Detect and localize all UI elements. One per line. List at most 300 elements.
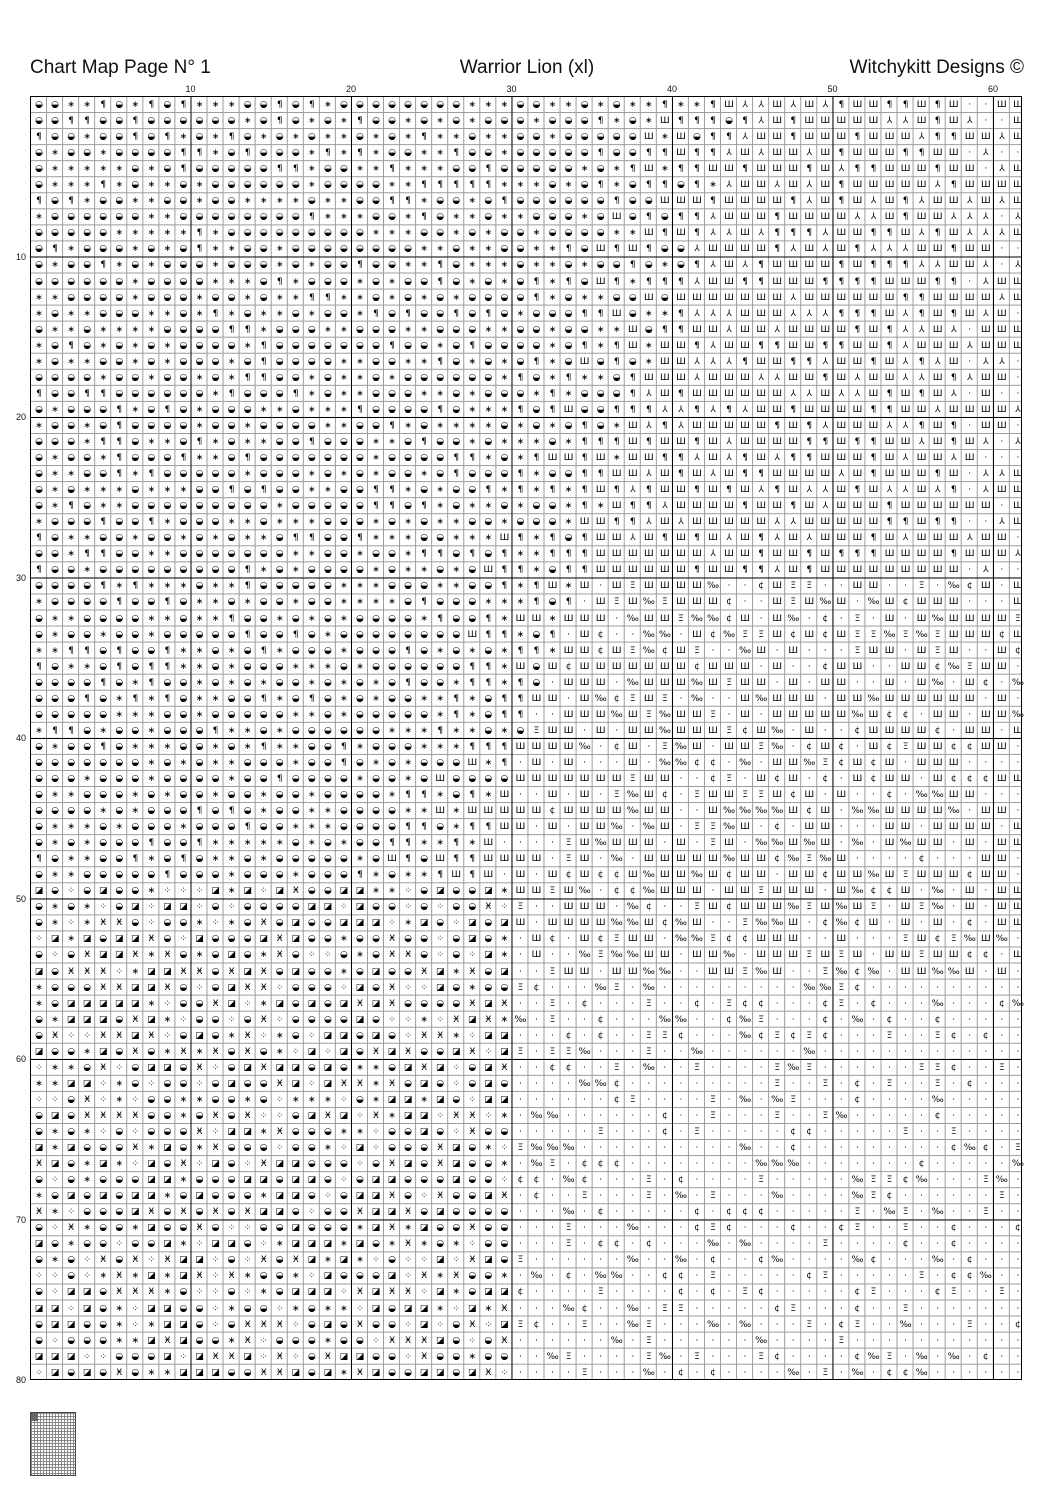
stitch-cell: Ш	[772, 597, 782, 608]
stitch-cell: ·	[1016, 1014, 1020, 1025]
stitch-cell: ◪	[419, 1110, 429, 1121]
stitch-cell: ◪	[484, 1287, 493, 1298]
stitch-cell: Ш	[772, 757, 782, 768]
stitch-cell: ‰	[915, 629, 928, 640]
stitch-cell: ·	[615, 1255, 619, 1266]
stitch-cell: ‰	[787, 613, 800, 624]
stitch-cell: ·	[839, 1014, 843, 1025]
stitch-cell: Ш	[740, 420, 750, 431]
stitch-cell: Ш	[916, 806, 927, 817]
stitch-cell: ⅄	[1015, 212, 1021, 223]
stitch-cell: ∗	[484, 453, 493, 464]
stitch-cell: ∗	[308, 1094, 316, 1105]
stitch-cell: ◒	[179, 308, 188, 319]
stitch-cell: Ш	[900, 966, 911, 977]
stitch-cell: ◒	[179, 180, 188, 191]
stitch-cell: ·	[518, 1078, 522, 1089]
stitch-cell: ¢	[565, 1062, 572, 1073]
stitch-cell: Ш	[884, 469, 895, 480]
stitch-cell: ◪	[227, 998, 236, 1009]
stitch-cell: ◒	[356, 501, 364, 512]
stitch-cell: ⁘	[99, 1078, 107, 1089]
stitch-cell: ⁘	[292, 1319, 300, 1330]
stitch-cell: ◒	[163, 773, 172, 784]
stitch-cell: ◒	[227, 709, 236, 720]
stitch-cell: ·	[759, 661, 763, 672]
stitch-cell: ¢	[838, 1223, 845, 1234]
stitch-cell: ∗	[195, 597, 204, 608]
stitch-cell: Ξ	[710, 709, 716, 720]
stitch-cell: Ξ	[662, 597, 668, 608]
stitch-cell: ¢	[934, 725, 941, 736]
stitch-cell: ◪	[371, 1223, 381, 1234]
stitch-cell: ∗	[115, 709, 124, 720]
stitch-cell: ◒	[227, 790, 236, 801]
stitch-cell: ∗	[500, 148, 509, 159]
stitch-cell: ◒	[259, 822, 268, 833]
stitch-cell: ·	[727, 1046, 731, 1057]
stitch-cell: Ш	[884, 613, 895, 624]
stitch-cell: Ш	[836, 677, 847, 688]
stitch-cell: ⅄	[822, 420, 829, 431]
stitch-cell: ◒	[660, 212, 669, 223]
stitch-cell: Ш	[868, 116, 879, 127]
stitch-cell: Ш	[900, 902, 911, 913]
stitch-cell: Ӿ	[148, 1287, 155, 1298]
stitch-cell: ◒	[388, 356, 396, 367]
stitch-cell: ·	[631, 854, 635, 865]
stitch-cell: Ш	[772, 469, 782, 480]
stitch-cell: ·	[663, 1207, 667, 1218]
stitch-cell: ⅄	[790, 517, 796, 528]
stitch-cell: ◒	[323, 453, 332, 464]
stitch-cell: ◒	[67, 1127, 76, 1137]
stitch-cell: ∗	[115, 1094, 124, 1105]
stitch-cell: ⅄	[822, 485, 829, 496]
stitch-cell: ◒	[67, 485, 76, 496]
stitch-cell: Ξ	[581, 1191, 588, 1202]
stitch-cell: ◒	[83, 1062, 92, 1073]
stitch-cell: ·	[872, 1303, 875, 1314]
stitch-cell: ·	[888, 1287, 891, 1298]
stitch-cell: Ш	[740, 709, 750, 720]
stitch-cell: ◪	[307, 1175, 317, 1186]
stitch-cell: ·	[872, 1078, 875, 1089]
stitch-cell: ◪	[484, 1255, 493, 1266]
stitch-cell: ¶	[678, 388, 684, 399]
stitch-cell: ·	[872, 950, 875, 961]
stitch-cell: ∗	[324, 212, 332, 223]
stitch-cell: ◒	[67, 982, 76, 993]
stitch-cell: ¢	[790, 790, 797, 801]
stitch-cell: ◒	[227, 404, 236, 415]
stitch-cell: Ξ	[790, 1303, 797, 1314]
stitch-cell: ◒	[51, 517, 59, 528]
stitch-cell: ·	[791, 1271, 795, 1282]
stitch-cell: ∗	[372, 693, 380, 704]
stitch-cell: ∗	[83, 565, 91, 576]
stitch-cell: ·	[679, 1143, 683, 1154]
stitch-cell: ◒	[275, 388, 284, 399]
stitch-cell: ◒	[596, 420, 605, 431]
stitch-cell: ·	[615, 1175, 619, 1186]
stitch-cell: ·	[775, 1046, 779, 1057]
stitch-cell: ∗	[147, 854, 156, 865]
stitch-cell: ◒	[99, 790, 108, 801]
stitch-cell: ◒	[323, 709, 332, 720]
stitch-cell: ·	[727, 645, 731, 656]
stitch-cell: ·	[711, 982, 715, 993]
stitch-cell: ·	[791, 982, 795, 993]
stitch-cell: ∗	[99, 1271, 107, 1282]
stitch-cell: ¶	[260, 340, 267, 351]
stitch-cell: ¢	[854, 1351, 861, 1362]
stitch-cell: ◒	[115, 292, 124, 303]
stitch-cell: ◪	[419, 1319, 429, 1330]
stitch-cell: ◒	[356, 629, 364, 640]
stitch-cell: ◒	[51, 420, 59, 431]
stitch-cell: ∗	[67, 870, 75, 881]
stitch-cell: ∗	[436, 517, 444, 528]
stitch-cell: ⁘	[99, 902, 107, 913]
stitch-cell: Ш	[772, 629, 782, 640]
stitch-cell: ·	[695, 1303, 699, 1314]
stitch-cell: Ш	[740, 372, 750, 383]
stitch-cell: ◒	[243, 485, 252, 496]
stitch-cell: ·	[1000, 1271, 1004, 1282]
stitch-cell: ¶	[501, 549, 508, 560]
stitch-cell: ◒	[259, 661, 268, 672]
stitch-cell: ¶	[645, 276, 652, 287]
stitch-cell: ◒	[99, 292, 108, 303]
stitch-cell: ∗	[500, 212, 509, 223]
stitch-cell: ◒	[179, 709, 188, 720]
stitch-cell: ¶	[373, 501, 379, 512]
stitch-cell: ·	[807, 1191, 811, 1202]
stitch-cell: ¶	[950, 420, 957, 431]
stitch-cell: ◪	[500, 1030, 509, 1041]
stitch-cell: Ш	[820, 677, 831, 688]
stitch-cell: ◪	[211, 1159, 220, 1170]
stitch-cell: ·	[535, 1335, 538, 1346]
stitch-cell: ◒	[323, 1014, 332, 1025]
stitch-cell: ·	[1000, 790, 1004, 801]
stitch-cell: ¶	[613, 356, 620, 367]
stitch-cell: ·	[855, 677, 859, 688]
stitch-cell: ¢	[533, 1175, 540, 1186]
stitch-cell: Ш	[788, 693, 799, 704]
stitch-cell: ◒	[211, 645, 220, 656]
stitch-cell: Ш	[884, 870, 895, 881]
stitch-cell: ¢	[790, 629, 797, 640]
stitch-cell: ·	[904, 1030, 907, 1041]
stitch-cell: ⁘	[436, 1014, 444, 1025]
stitch-cell: ·	[968, 148, 972, 159]
stitch-cell: ◒	[163, 918, 172, 929]
stitch-cell: Ш	[724, 420, 734, 431]
stitch-cell: ◪	[195, 1255, 204, 1266]
stitch-cell: ◒	[500, 388, 509, 399]
stitch-cell: ∗	[436, 340, 444, 351]
stitch-cell: ◒	[307, 1014, 316, 1025]
stitch-cell: Ξ	[902, 629, 909, 640]
stitch-cell: ◪	[484, 886, 493, 897]
stitch-cell: ¢	[645, 1239, 652, 1250]
stitch-cell: Ш	[692, 918, 702, 929]
stitch-cell: ⅄	[726, 180, 732, 191]
stitch-cell: ◪	[291, 1239, 301, 1250]
stitch-cell: ¶	[742, 164, 748, 175]
stitch-cell: Ξ	[517, 1046, 524, 1057]
stitch-cell: ∗	[452, 517, 461, 528]
stitch-cell: ◒	[628, 292, 637, 303]
stitch-cell: ¢	[597, 1014, 604, 1025]
stitch-cell: ◒	[356, 934, 364, 945]
stitch-cell: ·	[551, 950, 554, 961]
stitch-cell: ¢	[982, 950, 989, 961]
stitch-cell: Ξ	[581, 1319, 588, 1330]
stitch-cell: ◒	[99, 613, 108, 624]
stitch-cell: Ш	[563, 404, 574, 415]
stitch-cell: ◒	[548, 196, 557, 207]
stitch-cell: ¢	[806, 741, 813, 752]
stitch-cell: ◪	[243, 1127, 252, 1137]
stitch-cell: ∗	[356, 292, 364, 303]
stitch-cell: ◒	[532, 196, 541, 207]
stitch-cell: ∗	[420, 613, 428, 624]
stitch-cell: ⁘	[131, 1127, 140, 1137]
stitch-cell: ◪	[131, 902, 140, 913]
stitch-cell: ¶	[870, 404, 877, 415]
stitch-cell: Ш	[595, 453, 606, 464]
stitch-cell: Ш	[595, 822, 606, 833]
stitch-cell: ◒	[35, 757, 43, 768]
stitch-cell: Ш	[724, 565, 734, 576]
stitch-cell: Ш	[579, 838, 590, 849]
stitch-cell: ·	[679, 966, 683, 977]
stitch-cell: ⁘	[35, 1062, 43, 1073]
stitch-cell: ◒	[179, 806, 188, 817]
stitch-cell: ◒	[291, 404, 300, 415]
stitch-cell: ◪	[34, 1143, 44, 1154]
stitch-cell: ‰	[739, 1239, 752, 1250]
stitch-cell: ∗	[259, 950, 268, 961]
stitch-cell: ◒	[291, 806, 300, 817]
stitch-cell: ⁘	[211, 1255, 220, 1266]
stitch-cell: Ш	[932, 533, 943, 544]
stitch-cell: ·	[936, 1351, 940, 1362]
stitch-cell: ·	[1016, 565, 1020, 576]
stitch-cell: Ш	[932, 420, 943, 431]
stitch-cell: ⁘	[195, 982, 204, 993]
stitch-cell: ∗	[67, 613, 75, 624]
stitch-cell: ¢	[581, 1159, 588, 1170]
stitch-cell: ◒	[195, 533, 204, 544]
stitch-cell: ◒	[195, 790, 204, 801]
stitch-cell: ◒	[339, 854, 348, 865]
stitch-cell: ¶	[806, 356, 813, 367]
stitch-cell: Ш	[643, 372, 654, 383]
stitch-cell: ◒	[99, 469, 108, 480]
stitch-cell: ·	[920, 1094, 924, 1105]
stitch-cell: ◒	[115, 372, 124, 383]
stitch-cell: Ш	[932, 324, 943, 335]
stitch-cell: ∗	[420, 725, 428, 736]
stitch-cell: ¢	[934, 1110, 941, 1121]
stitch-cell: ∗	[227, 372, 236, 383]
stitch-cell: ◒	[468, 581, 477, 592]
stitch-cell: ¶	[100, 517, 107, 528]
stitch-cell: ·	[807, 677, 811, 688]
stitch-cell: ◪	[291, 1223, 301, 1234]
stitch-cell: Ӿ	[485, 1367, 492, 1378]
stitch-cell: ·	[823, 1319, 827, 1330]
stitch-cell: ¶	[212, 308, 219, 319]
stitch-cell: ◒	[83, 517, 92, 528]
stitch-cell: ◪	[484, 1094, 493, 1105]
stitch-cell: ∗	[500, 356, 509, 367]
stitch-cell: ·	[791, 1078, 795, 1089]
stitch-cell: Ξ	[934, 645, 941, 656]
stitch-cell: Ξ	[645, 1175, 652, 1186]
stitch-cell: ¢	[597, 645, 604, 656]
stitch-cell: ∗	[500, 613, 509, 624]
stitch-cell: ◒	[356, 420, 364, 431]
stitch-cell: ¢	[694, 998, 700, 1009]
stitch-cell: Ш	[980, 629, 991, 640]
stitch-cell: ∗	[131, 1271, 140, 1282]
stitch-cell: ·	[872, 982, 875, 993]
stitch-cell: Ш	[884, 292, 895, 303]
stitch-cell: Ш	[756, 244, 766, 255]
stitch-cell: ·	[984, 1078, 988, 1089]
stitch-cell: ◒	[436, 533, 445, 544]
stitch-cell: Ξ	[822, 1110, 829, 1121]
stitch-cell: ¢	[758, 1030, 764, 1041]
stitch-cell: Ш	[724, 741, 734, 752]
stitch-cell: ¶	[357, 870, 363, 881]
stitch-cell: ¶	[661, 180, 668, 191]
stitch-cell: ∗	[275, 260, 284, 271]
stitch-cell: ¶	[597, 436, 604, 447]
stitch-cell: ·	[872, 854, 875, 865]
stitch-cell: Ξ	[918, 950, 925, 961]
stitch-cell: ∗	[516, 308, 525, 319]
stitch-cell: ◒	[356, 1030, 364, 1041]
stitch-cell: Ш	[724, 196, 734, 207]
stitch-cell: ⅄	[726, 324, 732, 335]
stitch-cell: ·	[968, 1094, 972, 1105]
stitch-cell: Ӿ	[100, 918, 107, 929]
stitch-cell: ◒	[372, 629, 380, 640]
stitch-cell: ‰	[658, 1014, 671, 1025]
stitch-cell: ◒	[115, 212, 124, 223]
stitch-cell: ◒	[99, 244, 108, 255]
stitch-cell: ∗	[612, 180, 621, 191]
stitch-cell: ¶	[822, 436, 829, 447]
stitch-cell: ◒	[532, 420, 541, 431]
designer-credit: Witchykitt Designs ©	[849, 57, 1024, 78]
stitch-cell: ¶	[469, 870, 476, 881]
stitch-cell: ‰	[931, 902, 944, 913]
stitch-cell: ·	[872, 1367, 875, 1378]
stitch-cell: ∗	[179, 757, 188, 768]
stitch-cell: ·	[1000, 822, 1004, 833]
stitch-cell: ¢	[870, 773, 877, 784]
stitch-cell: ◒	[291, 420, 300, 431]
stitch-cell: ·	[695, 1159, 699, 1170]
stitch-cell: ◒	[179, 693, 188, 704]
stitch-cell: Ӿ	[244, 1335, 251, 1346]
stitch-cell: ◒	[115, 276, 124, 287]
stitch-cell: ◒	[404, 597, 413, 608]
stitch-cell: ·	[518, 1159, 522, 1170]
stitch-cell: ∗	[308, 148, 316, 159]
stitch-cell: Ш	[948, 148, 959, 159]
stitch-cell: ∗	[147, 436, 156, 447]
stitch-cell: Ш	[964, 886, 975, 897]
stitch-cell: ◒	[516, 100, 525, 110]
stitch-cell: Ӿ	[100, 1255, 107, 1266]
stitch-cell: ¶	[453, 838, 460, 849]
stitch-cell: ·	[952, 1319, 956, 1330]
stitch-cell: Ш	[1013, 501, 1023, 512]
stitch-cell: ·	[1016, 1046, 1020, 1057]
stitch-cell: ◒	[35, 116, 43, 127]
stitch-cell: ¢	[1015, 1319, 1021, 1330]
stitch-cell: Ш	[932, 453, 943, 464]
stitch-cell: ·	[904, 1094, 907, 1105]
stitch-cell: Ш	[740, 324, 750, 335]
stitch-cell: ◒	[131, 1367, 140, 1378]
stitch-cell: ◒	[83, 757, 92, 768]
stitch-cell: ¢	[758, 581, 764, 592]
stitch-cell: ◪	[435, 982, 445, 993]
stitch-cell: ◒	[500, 228, 509, 239]
stitch-cell: ◒	[323, 372, 332, 383]
stitch-cell: ∗	[308, 517, 316, 528]
stitch-cell: ⁘	[227, 1014, 236, 1025]
stitch-cell: ◒	[227, 292, 236, 303]
stitch-cell: ·	[727, 1367, 731, 1378]
stitch-cell: Ш	[948, 950, 959, 961]
stitch-cell: ¢	[822, 1014, 829, 1025]
stitch-cell: Ш	[740, 196, 750, 207]
stitch-cell: ◒	[243, 1014, 252, 1025]
stitch-cell: Ш	[836, 116, 847, 127]
stitch-cell: Ӿ	[405, 1335, 412, 1346]
stitch-cell: ◒	[115, 1175, 124, 1186]
stitch-cell: ·	[502, 870, 506, 881]
stitch-cell: Ш	[948, 340, 959, 351]
stitch-cell: ∗	[51, 404, 59, 415]
stitch-cell: ◒	[51, 372, 59, 383]
stitch-cell: ·	[567, 1127, 570, 1137]
stitch-cell: ◒	[259, 709, 268, 720]
stitch-cell: ◒	[211, 661, 220, 672]
stitch-cell: ◒	[195, 1335, 204, 1346]
stitch-cell: ·	[663, 1143, 667, 1154]
stitch-cell: ⅄	[966, 228, 973, 239]
stitch-cell: ◒	[51, 116, 59, 127]
stitch-cell: ∗	[275, 838, 284, 849]
stitch-cell: ◒	[323, 388, 332, 399]
stitch-cell: ◒	[404, 501, 413, 512]
stitch-cell: ◒	[356, 757, 364, 768]
stitch-cell: Ш	[804, 629, 815, 640]
stitch-cell: ·	[888, 1239, 891, 1250]
stitch-cell: ◒	[291, 1335, 300, 1346]
